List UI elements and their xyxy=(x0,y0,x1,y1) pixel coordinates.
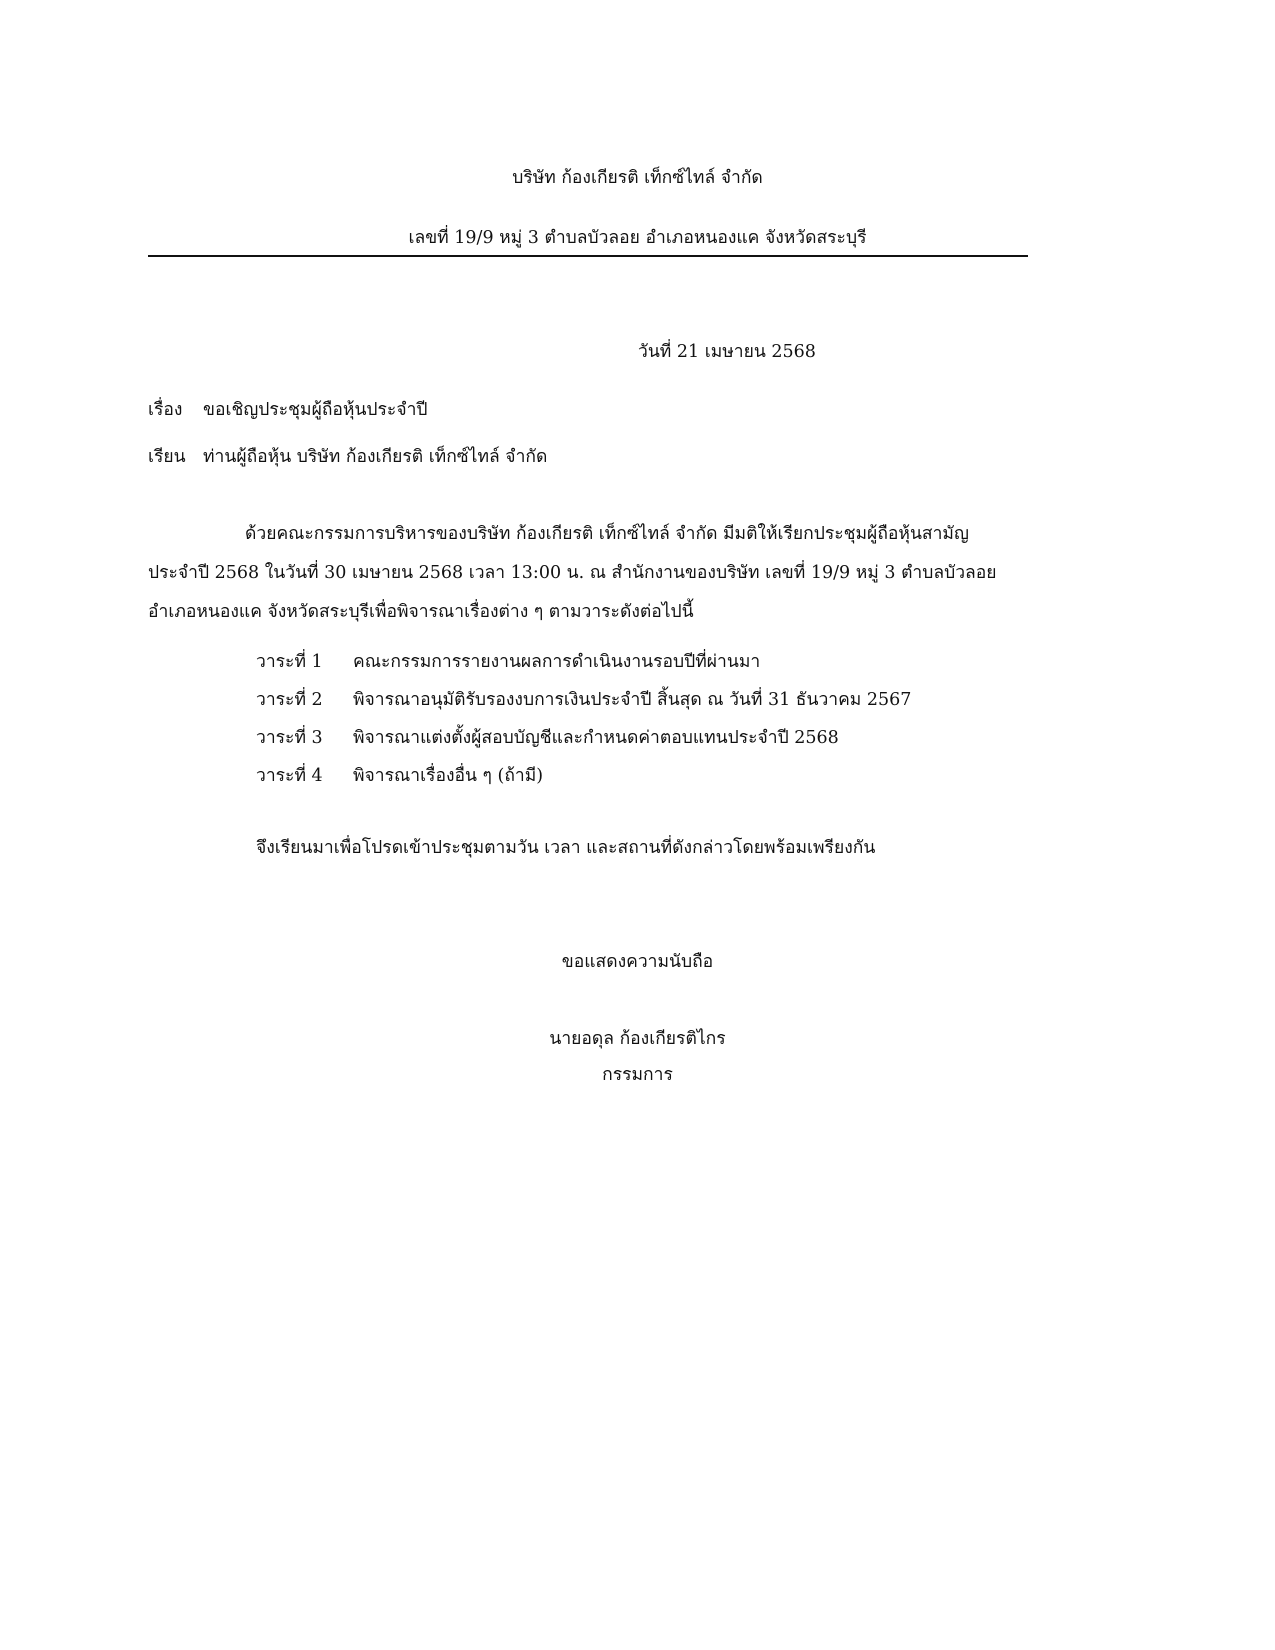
signature-name: นายอดุล ก้องเกียรติไกร xyxy=(549,1029,726,1049)
body-line-2: ประจำปี 2568 ในวันที่ 30 เมษายน 2568 เวลา 13:00 น. ณ สำนักงานของบริษัท เลขที่ 19/9 หมู่ 3 ตำบลบัวลอย xyxy=(148,563,997,583)
company-address: เลขที่ 19/9 หมู่ 3 ตำบลบัวลอย อำเภอหนองแค จังหวัดสระบุรี xyxy=(408,228,867,248)
subject-label: เรื่อง xyxy=(148,400,183,420)
agenda-item-1-label: วาระที่ 1 xyxy=(256,652,323,672)
company-name: บริษัท ก้องเกียรติ เท็กซ์ไทล์ จำกัด xyxy=(512,168,763,188)
agenda-item-3-label: วาระที่ 3 xyxy=(256,728,323,748)
body-line-3: อำเภอหนองแค จังหวัดสระบุรีเพื่อพิจารณาเรื่องต่าง ๆ ตามวาระดังต่อไปนี้ xyxy=(148,602,694,622)
agenda-item-4-text: พิจารณาเรื่องอื่น ๆ (ถ้ามี) xyxy=(353,766,544,786)
body-line-1: ด้วยคณะกรรมการบริหารของบริษัท ก้องเกียรติ เท็กซ์ไทล์ จำกัด มีมติให้เรียกประชุมผู้ถือหุ้นสามัญ xyxy=(245,524,969,544)
agenda-item-2-text: พิจารณาอนุมัติรับรองงบการเงินประจำปี สิ้นสุด ณ วันที่ 31 ธันวาคม 2567 xyxy=(353,690,912,710)
agenda-item-2-label: วาระที่ 2 xyxy=(256,690,323,710)
agenda-item-1-text: คณะกรรมการรายงานผลการดำเนินงานรอบปีที่ผ่านมา xyxy=(353,652,761,672)
agenda-item-4-label: วาระที่ 4 xyxy=(256,766,323,786)
letter-date: วันที่ 21 เมษายน 2568 xyxy=(638,342,816,362)
signature-title: กรรมการ xyxy=(602,1065,673,1085)
recipient-text: ท่านผู้ถือหุ้น บริษัท ก้องเกียรติ เท็กซ์ไทล์ จำกัด xyxy=(203,447,548,467)
closing-sentence: จึงเรียนมาเพื่อโปรดเข้าประชุมตามวัน เวลา และสถานที่ดังกล่าวโดยพร้อมเพรียงกัน xyxy=(256,838,876,858)
letterhead-divider xyxy=(148,255,1028,257)
agenda-item-3-text: พิจารณาแต่งตั้งผู้สอบบัญชีและกำหนดค่าตอบแทนประจำปี 2568 xyxy=(353,728,839,748)
subject-text: ขอเชิญประชุมผู้ถือหุ้นประจำปี xyxy=(203,400,428,420)
signature-salutation: ขอแสดงความนับถือ xyxy=(561,952,714,972)
recipient-label: เรียน xyxy=(148,447,186,467)
